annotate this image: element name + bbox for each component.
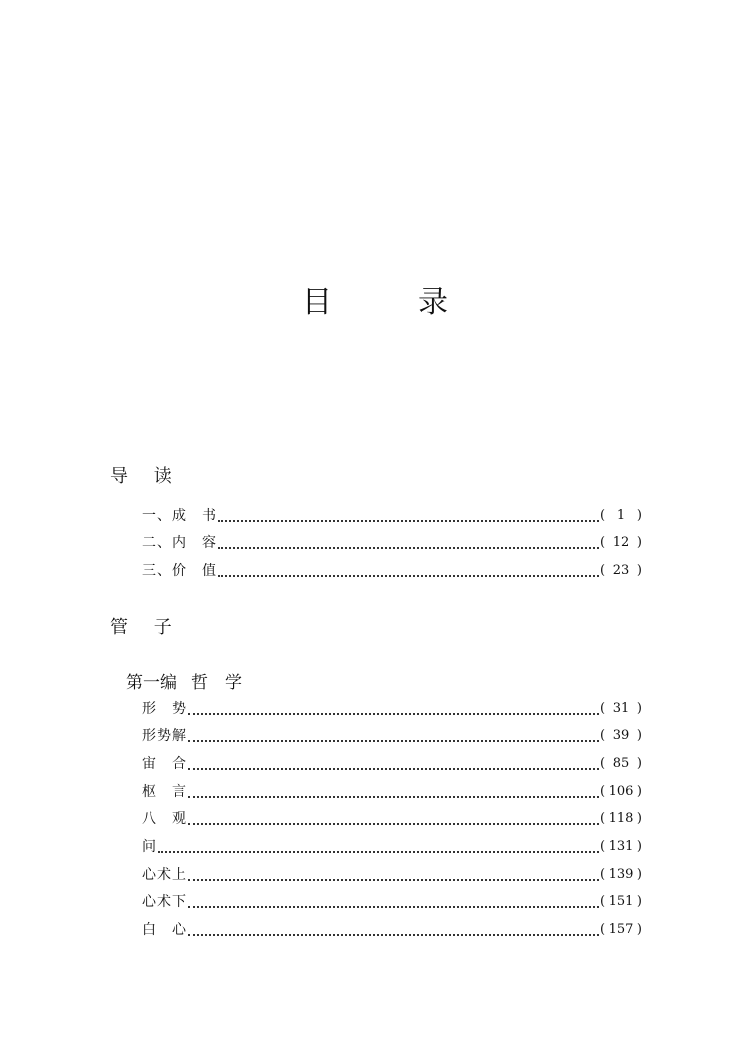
- toc-entry[interactable]: [142, 920, 642, 940]
- paren-open: (: [600, 811, 606, 826]
- toc-entry-page: [600, 837, 642, 857]
- toc-entry-page: [600, 533, 642, 553]
- toc-entry-label: 宙 合: [142, 756, 187, 772]
- dot-leader: [188, 822, 599, 825]
- part-name: 哲 学: [191, 673, 242, 693]
- toc-entry-label: 问: [142, 839, 157, 855]
- toc-entry-label: 八 观: [142, 811, 187, 827]
- dot-leader: [218, 546, 599, 549]
- toc-entry-label: 白 心: [142, 922, 187, 938]
- page-number: 23: [612, 563, 630, 578]
- toc-entry-page: [600, 561, 642, 581]
- paren-open: (: [600, 701, 606, 716]
- paren-close: ): [636, 894, 642, 909]
- dot-leader: [188, 878, 599, 881]
- paren-open: (: [600, 508, 606, 523]
- toc-entry[interactable]: [142, 726, 642, 746]
- paren-open: (: [600, 535, 606, 550]
- part-prefix: 第一编: [126, 673, 177, 693]
- dot-leader: [188, 739, 599, 742]
- paren-close: ): [636, 535, 642, 550]
- page-number: 31: [612, 701, 630, 716]
- paren-open: (: [600, 563, 606, 578]
- toc-entry[interactable]: [142, 837, 642, 857]
- paren-open: (: [600, 894, 606, 909]
- toc-entry-label: 心术上: [142, 867, 187, 883]
- toc-entry[interactable]: [142, 865, 642, 885]
- part-heading: [126, 672, 242, 694]
- dot-leader: [158, 850, 599, 853]
- paren-open: (: [600, 867, 606, 882]
- toc-entry[interactable]: [142, 754, 642, 774]
- paren-close: ): [636, 508, 642, 523]
- toc-entry-label: 三、价 值: [142, 563, 217, 579]
- toc-entry-page: [600, 920, 642, 940]
- paren-open: (: [600, 728, 606, 743]
- toc-entry-label: 一、成 书: [142, 508, 217, 524]
- section-heading-daodu: 导 读: [110, 466, 182, 487]
- toc-entry[interactable]: [142, 506, 642, 526]
- dot-leader: [218, 519, 599, 522]
- page-number: 157: [608, 922, 634, 937]
- toc-entry[interactable]: [142, 561, 642, 581]
- toc-entry-label: 形势解: [142, 728, 187, 744]
- page-number: 151: [608, 894, 634, 909]
- toc-entry-page: [600, 865, 642, 885]
- page-number: 85: [612, 756, 630, 771]
- dot-leader: [188, 905, 599, 908]
- page-number: 118: [608, 811, 634, 826]
- page-number: 139: [608, 867, 634, 882]
- paren-close: ): [636, 701, 642, 716]
- page-title: 目 录: [302, 285, 476, 320]
- paren-close: ): [636, 811, 642, 826]
- paren-close: ): [636, 784, 642, 799]
- page-number: 1: [616, 508, 626, 523]
- toc-entry[interactable]: [142, 892, 642, 912]
- section-heading-guanzi: 管 子: [110, 617, 182, 638]
- toc-entry[interactable]: [142, 809, 642, 829]
- paren-close: ): [636, 922, 642, 937]
- dot-leader: [218, 574, 599, 577]
- toc-entry-page: [600, 809, 642, 829]
- toc-entry-label: 形 势: [142, 701, 187, 717]
- toc-entry-page: [600, 726, 642, 746]
- page-number: 12: [612, 535, 630, 550]
- toc-entry[interactable]: [142, 699, 642, 719]
- paren-close: ): [636, 728, 642, 743]
- toc-entry-page: [600, 782, 642, 802]
- page-number: 106: [608, 784, 634, 799]
- toc-entry[interactable]: [142, 533, 642, 553]
- page-number: 131: [608, 839, 634, 854]
- toc-entry-label: 枢 言: [142, 784, 187, 800]
- page-number: 39: [612, 728, 630, 743]
- paren-close: ): [636, 756, 642, 771]
- paren-open: (: [600, 922, 606, 937]
- toc-entry-page: [600, 754, 642, 774]
- paren-close: ): [636, 867, 642, 882]
- dot-leader: [188, 795, 599, 798]
- paren-close: ): [636, 563, 642, 578]
- toc-entry-page: [600, 506, 642, 526]
- toc-entry-label: 心术下: [142, 894, 187, 910]
- dot-leader: [188, 933, 599, 936]
- paren-open: (: [600, 839, 606, 854]
- paren-close: ): [636, 839, 642, 854]
- toc-entry-page: [600, 892, 642, 912]
- toc-entry-page: [600, 699, 642, 719]
- toc-entry-label: 二、内 容: [142, 535, 217, 551]
- toc-entry[interactable]: [142, 782, 642, 802]
- dot-leader: [188, 712, 599, 715]
- paren-open: (: [600, 756, 606, 771]
- paren-open: (: [600, 784, 606, 799]
- dot-leader: [188, 767, 599, 770]
